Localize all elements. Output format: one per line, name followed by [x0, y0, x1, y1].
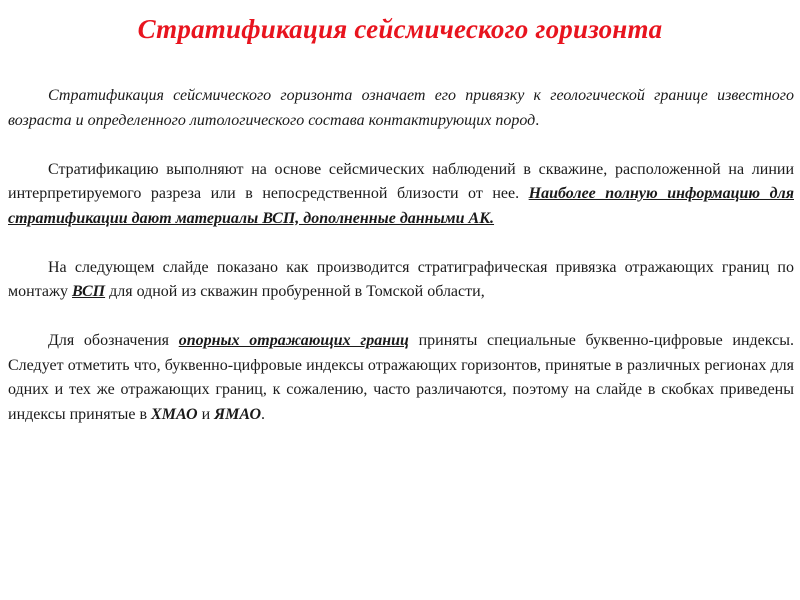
- paragraph-4-text-2: приняты специальные буквенно-цифровые индексы. Следует отметить что, буквенно-цифровые индексы отражающих горизонтов, принятые в различных регионах для одних и тех же отражающих границ, к сожалению, часто различаются, поэтому на слайде в скобках приведены индексы принятые в: [8, 332, 795, 423]
- paragraph-2-text: Стратификацию выполняют на основе сейсмических наблюдений в скважине, расположенной на линии интерпретируемого разреза или в непосредственной близости от нее.: [8, 160, 794, 202]
- paragraph-4-text-4: .: [261, 405, 265, 423]
- paragraph-4-text-3: и: [197, 405, 215, 423]
- paragraph-1-end: .: [535, 111, 540, 129]
- paragraph-4-text-1: Для обозначения: [48, 332, 179, 349]
- slide-title: Стратификация сейсмического горизонта: [137, 14, 663, 44]
- paragraph-3-text-2: для одной из скважин пробуренной в Томской области,: [105, 283, 485, 300]
- paragraph-3-emphasis: ВСП: [72, 283, 106, 300]
- paragraph-4: [8, 329, 794, 427]
- paragraph-3: [8, 256, 794, 305]
- paragraph-4-emphasis: опорных отражающих границ: [178, 332, 409, 349]
- paragraph-2: [8, 158, 794, 232]
- paragraph-4-emphasis-yamao: ЯМАО: [214, 405, 261, 423]
- paragraph-2-emphasis: Наиболее полную информацию для стратификации дают материалы ВСП, дополненные данными АК.: [8, 185, 794, 227]
- paragraph-1-italic-text: Стратификация сейсмического горизонта означает его привязку к геологической границе известного возраста и определенного литологического состава контактирующих пород: [8, 87, 794, 129]
- slide-body: [8, 84, 794, 452]
- paragraph-1: [8, 84, 794, 133]
- paragraph-4-emphasis-hmao: ХМАО: [151, 405, 198, 423]
- paragraph-3-text-1: На следующем слайде показано как производится стратиграфическая привязка отражающих границ по монтажу: [8, 258, 794, 300]
